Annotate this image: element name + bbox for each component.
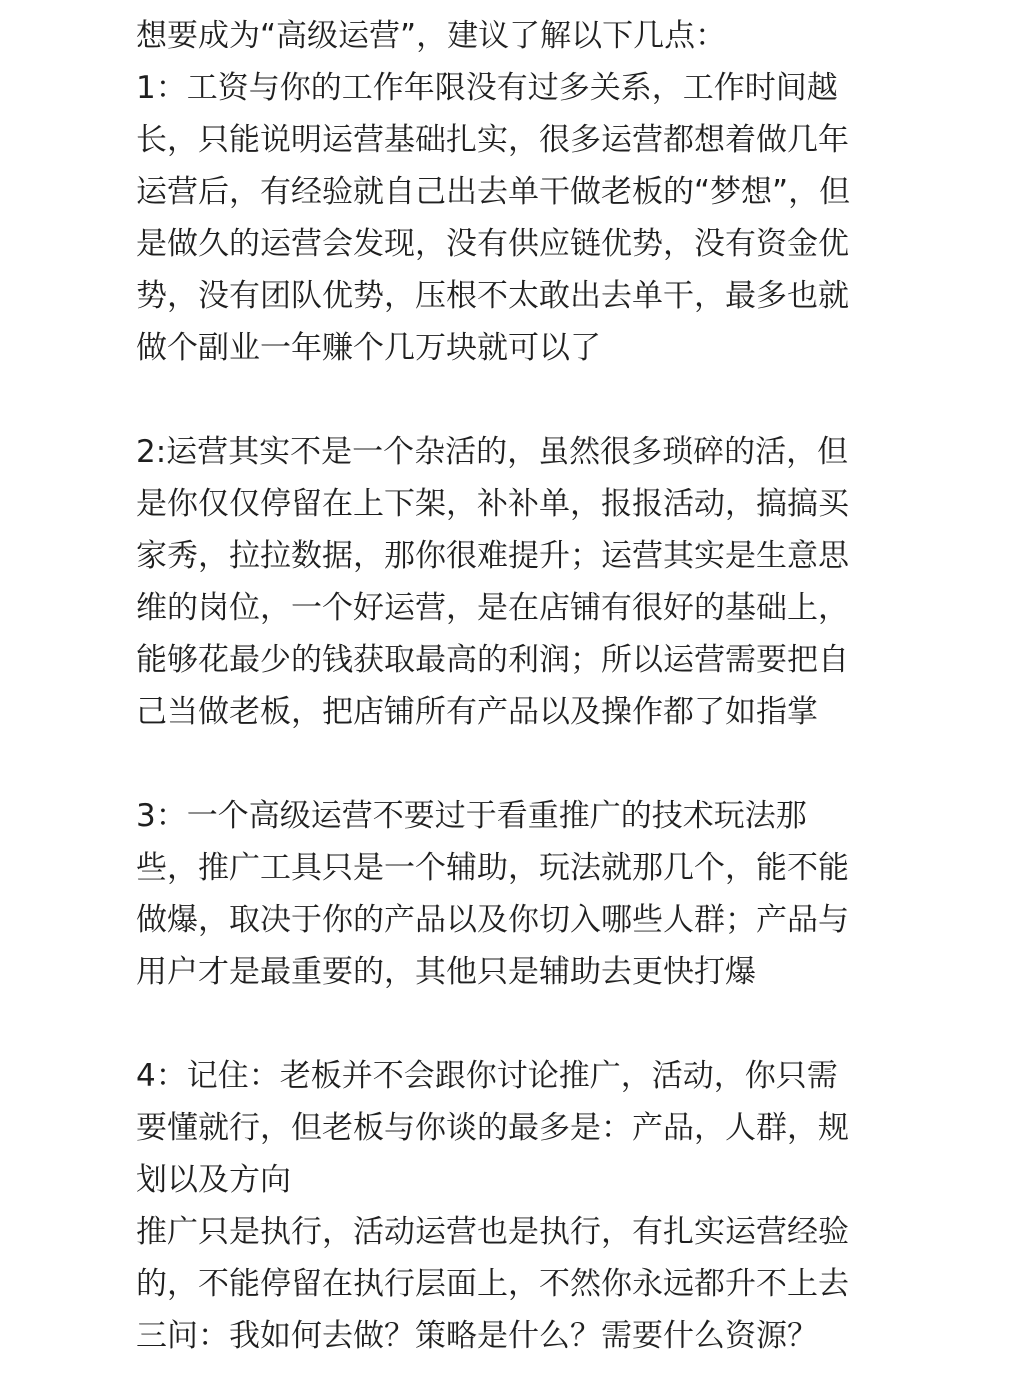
point-4-line-5: 的，不能停留在执行层面上，不然你永远都升不上去 <box>136 1266 849 1302</box>
point-4-line-1: 4：记住：老板并不会跟你讨论推广，活动，你只需 <box>136 1058 838 1094</box>
point-2-line-6: 己当做老板，把店铺所有产品以及操作都了如指掌 <box>136 694 818 730</box>
point-2-line-3: 家秀，拉拉数据，那你很难提升；运营其实是生意思 <box>136 538 849 574</box>
point-4-line-3: 划以及方向 <box>136 1162 291 1198</box>
point-1-line-2: 长，只能说明运营基础扎实，很多运营都想着做几年 <box>136 122 849 158</box>
point-1-line-3: 运营后，有经验就自己出去单干做老板的“梦想”，但 <box>136 174 851 210</box>
point-4-line-2: 要懂就行，但老板与你谈的最多是：产品，人群，规 <box>136 1110 849 1146</box>
intro-line: 想要成为“高级运营”，建议了解以下几点： <box>136 18 727 54</box>
point-1-line-1: 1：工资与你的工作年限没有过多关系，工作时间越 <box>136 70 838 106</box>
point-2-line-2: 是你仅仅停留在上下架，补补单，报报活动，搞搞买 <box>136 486 849 522</box>
point-1-line-6: 做个副业一年赚个几万块就可以了 <box>136 330 601 366</box>
point-2-line-4: 维的岗位，一个好运营，是在店铺有很好的基础上， <box>136 590 849 626</box>
point-1-line-5: 势，没有团队优势，压根不太敢出去单干，最多也就 <box>136 278 849 314</box>
point-1-line-4: 是做久的运营会发现，没有供应链优势，没有资金优 <box>136 226 849 262</box>
point-3-line-3: 做爆，取决于你的产品以及你切入哪些人群；产品与 <box>136 902 849 938</box>
point-3-line-4: 用户才是最重要的，其他只是辅助去更快打爆 <box>136 954 756 990</box>
point-4-line-6: 三问：我如何去做？策略是什么？需要什么资源？ <box>136 1318 818 1354</box>
point-3-line-1: 3：一个高级运营不要过于看重推广的技术玩法那 <box>136 798 807 834</box>
point-2-line-5: 能够花最少的钱获取最高的利润；所以运营需要把自 <box>136 642 849 678</box>
point-3-line-2: 些，推广工具只是一个辅助，玩法就那几个，能不能 <box>136 850 849 886</box>
point-4-line-4: 推广只是执行，活动运营也是执行，有扎实运营经验 <box>136 1214 849 1250</box>
point-2-line-1: 2:运营其实不是一个杂活的，虽然很多琐碎的活，但 <box>136 434 849 470</box>
